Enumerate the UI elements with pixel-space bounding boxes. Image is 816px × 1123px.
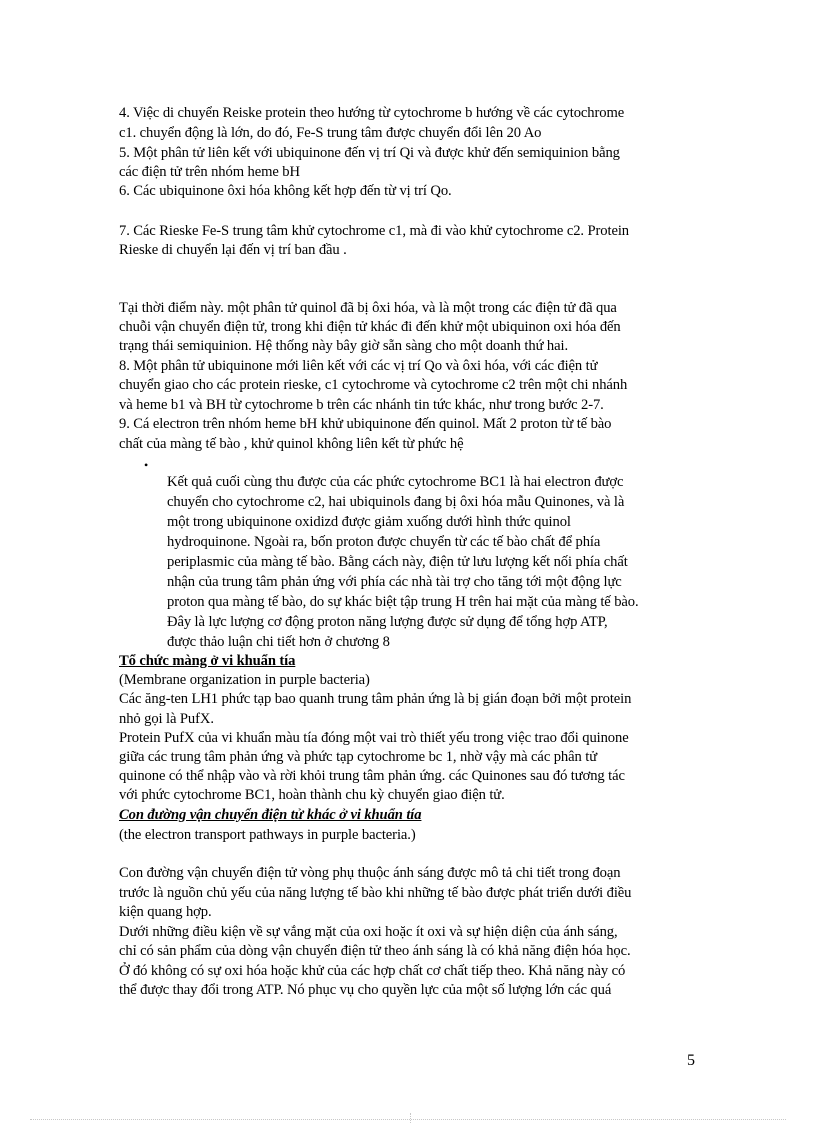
bullet-text-line: proton qua màng tế bào, do sự khác biệt tập trung H trên hai mặt của màng tế bào. (167, 594, 639, 610)
section-heading: Con đường vận chuyển điện tử khác ở vi khuẩn tía (119, 807, 422, 823)
text-line: (the electron transport pathways in purple bacteria.) (119, 827, 416, 843)
text-line: kiện quang hợp. (119, 904, 212, 920)
bullet-text-line: được thảo luận chi tiết hơn ở chương 8 (167, 634, 390, 650)
bullet-text-line: Kết quả cuối cùng thu được của các phức cytochrome BC1 là hai electron được (167, 474, 624, 490)
text-line: Con đường vận chuyển điện tử vòng phụ thuộc ánh sáng được mô tả chi tiết trong đoạn (119, 865, 621, 881)
text-line: c1. chuyển động là lớn, do đó, Fe-S trung tâm được chuyển đổi lên 20 Ao (119, 125, 542, 141)
bullet-text-line: chuyển cho cytochrome c2, hai ubiquinols đang bị ôxi hóa mẫu Quinones, và là (167, 494, 625, 510)
bullet-text-line: hydroquinone. Ngoài ra, bốn proton được chuyển từ các tế bào chất để phía (167, 534, 601, 550)
text-line: 6. Các ubiquinone ôxi hóa không kết hợp đến từ vị trí Qo. (119, 183, 452, 199)
text-line: chuỗi vận chuyển điện tử, trong khi điện tử khác đi đến khử một ubiquinon oxi hóa đến (119, 319, 621, 335)
text-line: với phức cytochrome BC1, hoàn thành chu kỳ chuyển giao điện tử. (119, 787, 505, 803)
text-line: chất của màng tế bào , khử quinol không liên kết từ phức hệ (119, 436, 464, 452)
text-line: 7. Các Rieske Fe-S trung tâm khử cytochrome c1, mà đi vào khử cytochrome c2. Protein (119, 223, 629, 239)
text-line: Dưới những điều kiện về sự vắng mặt của oxi hoặc ít oxi và sự hiện diện của ánh sáng, (119, 924, 618, 940)
text-line: chỉ có sản phẩm của dòng vận chuyển điện tử theo ánh sáng là có khả năng điện hóa học. (119, 943, 631, 959)
text-line: các điện tử trên nhóm heme bH (119, 164, 300, 180)
text-line: Tại thời điểm này. một phân tử quinol đã bị ôxi hóa, và là một trong các điện tử đã qua (119, 300, 617, 316)
section-heading: Tổ chức màng ở vi khuẩn tía (119, 653, 296, 669)
bullet-text-line: nhận của trung tâm phản ứng với phía các nhà tài trợ cho tăng tới một động lực (167, 574, 622, 590)
bullet-text-line: periplasmic của màng tế bào. Bằng cách này, điện tử lưu lượng kết nối phía chất (167, 554, 628, 570)
text-line: (Membrane organization in purple bacteria) (119, 672, 370, 688)
text-line: chuyển giao cho các protein rieske, c1 cytochrome và cytochrome c2 trên một chi nhánh (119, 377, 628, 393)
text-line: 5. Một phân tử liên kết với ubiquinone đến vị trí Qi và được khử đến semiquinion bằng (119, 145, 620, 161)
text-line: Rieske di chuyển lại đến vị trí ban đầu . (119, 242, 347, 258)
text-line: trước là nguồn chủ yếu của năng lượng tế bào khi những tế bào được phát triển dưới điều (119, 885, 632, 901)
text-line: Protein PufX của vi khuẩn màu tía đóng một vai trò thiết yếu trong việc trao đổi quinone (119, 730, 629, 746)
bullet-icon: • (144, 458, 149, 472)
page-bottom-divider (30, 1119, 786, 1120)
bullet-text-line: Đây là lực lượng cơ động proton năng lượng được sử dụng để tổng hợp ATP, (167, 614, 608, 630)
text-line: trạng thái semiquinion. Hệ thống này bây giờ sẵn sàng cho một doanh thứ hai. (119, 338, 569, 354)
text-line: Ở đó không có sự oxi hóa hoặc khử của các hợp chất cơ chất tiếp theo. Khả năng này có (119, 963, 626, 979)
text-line: nhỏ gọi là PufX. (119, 711, 214, 727)
text-line: 4. Việc di chuyển Reiske protein theo hướng từ cytochrome b hướng về các cytochrome (119, 105, 625, 121)
text-line: Các ăng-ten LH1 phức tạp bao quanh trung tâm phản ứng là bị gián đoạn bởi một protein (119, 691, 632, 707)
bullet-text-line: một trong ubiquinone oxidizd được giảm xuống dưới hình thức quinol (167, 514, 571, 530)
text-line: giữa các trung tâm phản ứng và phức tạp cytochrome bc 1, nhờ vậy mà các phân tử (119, 749, 598, 765)
text-line: 9. Cá electron trên nhóm heme bH khử ubiquinone đến quinol. Mất 2 proton từ tế bào (119, 416, 612, 432)
page-center-marker (410, 1113, 412, 1123)
text-line: thể được thay đổi trong ATP. Nó phục vụ cho quyền lực của một số lượng lớn các quá (119, 982, 612, 998)
text-line: 8. Một phân tử ubiquinone mới liên kết với các vị trí Qo và ôxi hóa, với các điện tử (119, 358, 598, 374)
page-number: 5 (687, 1052, 695, 1069)
text-line: quinone có thể nhập vào và rời khỏi trung tâm phản ứng. các Quinones sau đó tương tác (119, 768, 625, 784)
text-line: và heme b1 và BH từ cytochrome b trên các nhánh tin tức khác, như trong bước 2-7. (119, 397, 604, 413)
